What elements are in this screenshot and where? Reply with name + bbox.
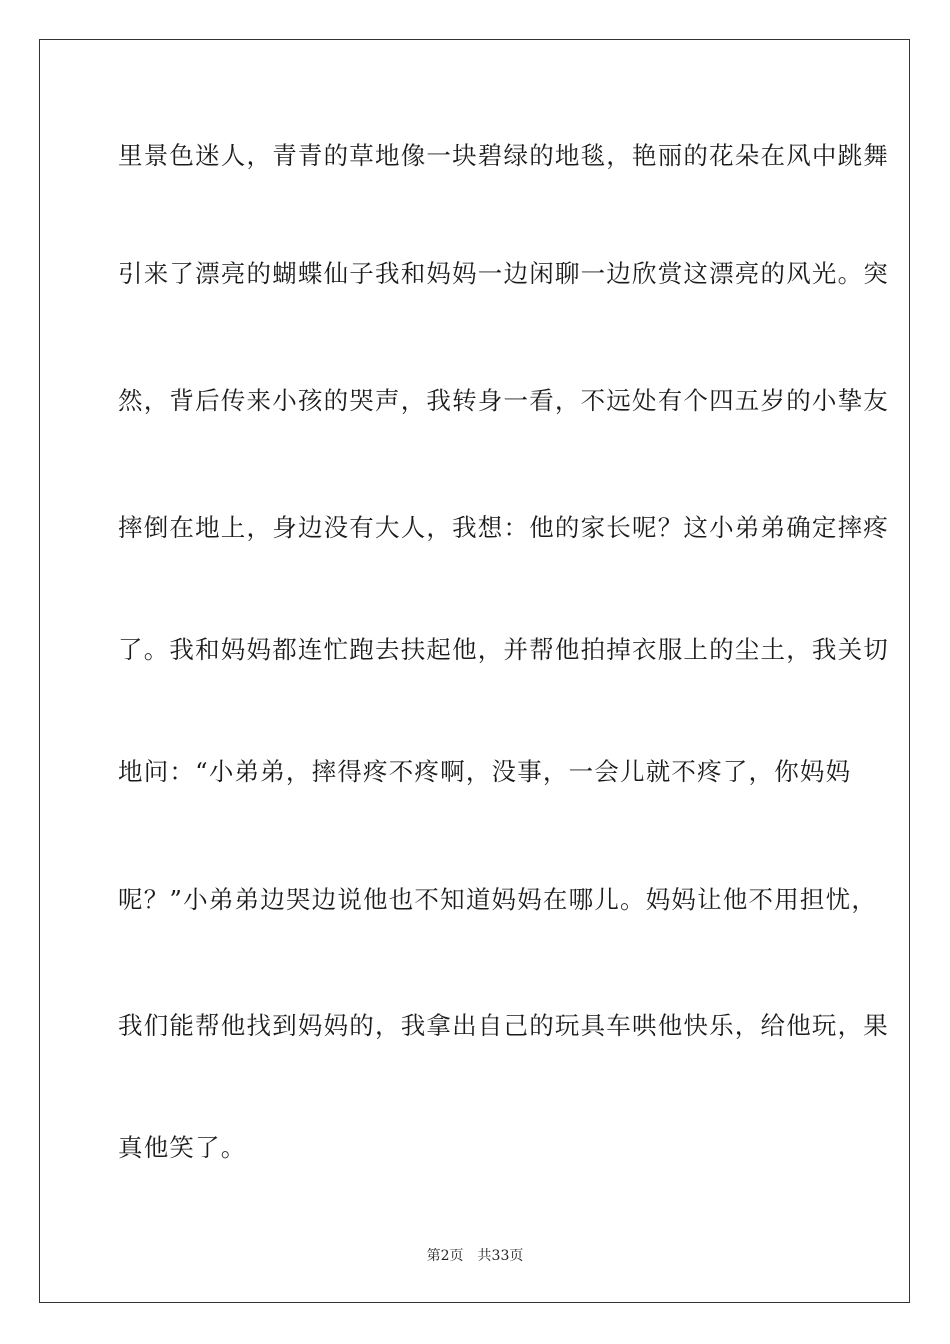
page-number: 第2页 bbox=[426, 1248, 464, 1264]
page-footer bbox=[0, 1246, 950, 1266]
page-border bbox=[39, 39, 910, 1303]
text-line: 真他笑了。 bbox=[118, 1133, 247, 1162]
text-line: 我们能帮他找到妈妈的，我拿出自己的玩具车哄他快乐，给他玩，果 bbox=[118, 1011, 889, 1040]
text-line: 引来了漂亮的蝴蝶仙子我和妈妈一边闲聊一边欣赏这漂亮的风光。突 bbox=[118, 259, 889, 288]
text-line: 摔倒在地上，身边没有大人，我想：他的家长呢？这小弟弟确定摔疼 bbox=[118, 513, 889, 542]
text-line: 呢？”小弟弟边哭边说他也不知道妈妈在哪儿。妈妈让他不用担忧， bbox=[118, 885, 878, 914]
text-line: 里景色迷人，青青的草地像一块碧绿的地毯，艳丽的花朵在风中跳舞 bbox=[118, 141, 889, 170]
text-line: 地问：“小弟弟，摔得疼不疼啊，没事，一会儿就不疼了，你妈妈 bbox=[118, 757, 852, 786]
page-total: 共33页 bbox=[477, 1248, 524, 1264]
text-line: 然，背后传来小孩的哭声，我转身一看，不远处有个四五岁的小挚友 bbox=[118, 386, 889, 415]
text-line: 了。我和妈妈都连忙跑去扶起他，并帮他拍掉衣服上的尘土，我关切 bbox=[118, 635, 889, 664]
